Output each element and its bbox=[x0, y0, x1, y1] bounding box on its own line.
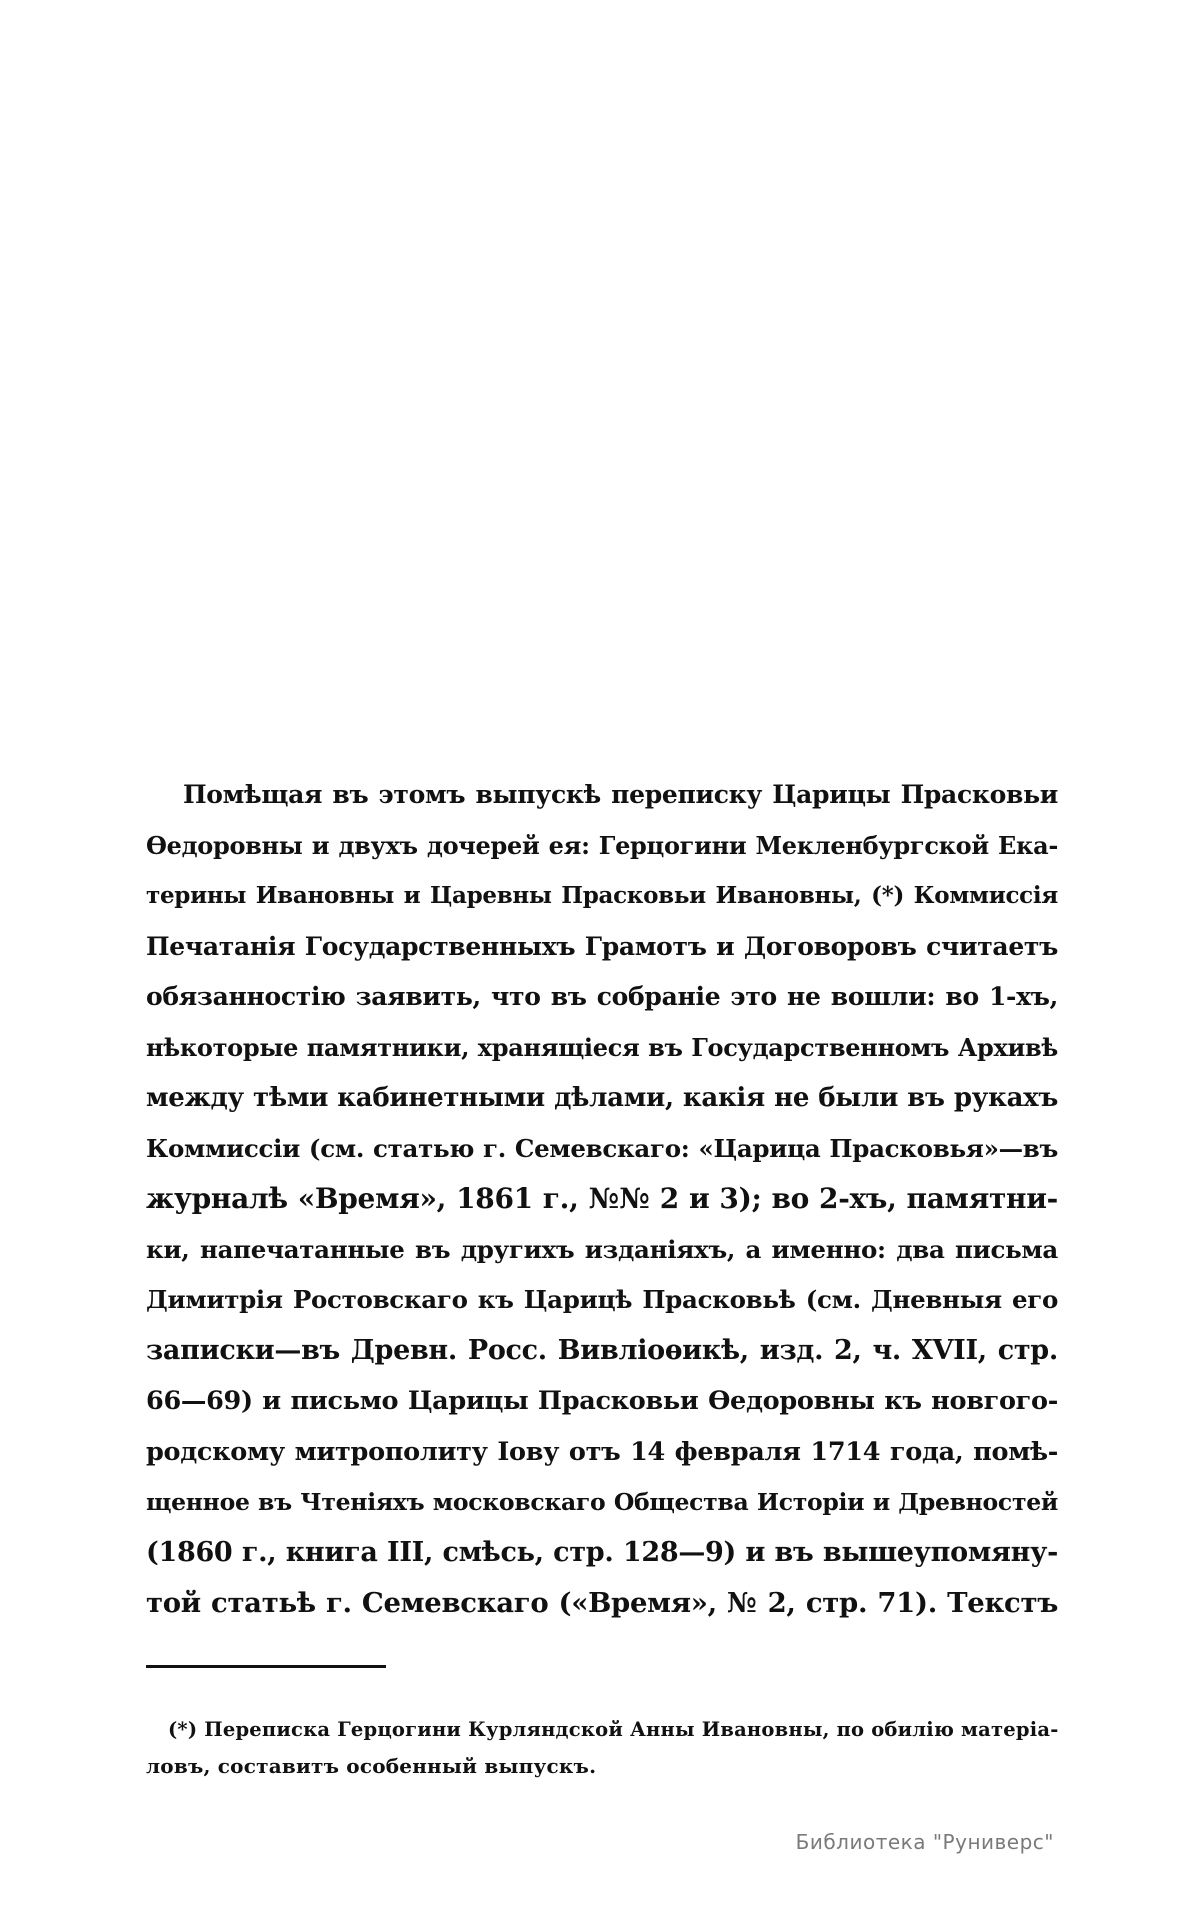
body-line: журналѣ «Время», 1861 г., №№ 2 и 3); во 2-хъ, памятни- bbox=[146, 1182, 1058, 1215]
body-line: Димитрія Ростовскаго къ Царицѣ Прасковьѣ (см. Дневныя его bbox=[146, 1285, 1058, 1314]
body-line: обязанностію заявить, что въ собраніе это не вошли: во 1-хъ, bbox=[146, 982, 1058, 1011]
body-line: 66—69) и письмо Царицы Прасковьи Ѳедоровны къ новгого- bbox=[146, 1386, 1058, 1416]
body-line: (1860 г., книга III, смѣсь, стр. 128—9) и въ вышеупомяну- bbox=[146, 1536, 1058, 1568]
footnote bbox=[146, 1712, 1058, 1784]
body-line: нѣкоторые памятники, хранящіеся въ Государственномъ Архивѣ bbox=[146, 1032, 1058, 1062]
footnote-line: ловъ, составитъ особенный выпускъ. bbox=[146, 1754, 597, 1778]
library-watermark: Библиотека "Руниверс" bbox=[795, 1830, 1054, 1854]
body-line: щенное въ Чтеніяхъ московскаго Общества Исторіи и Древностей bbox=[146, 1488, 1058, 1516]
body-line: Коммиссіи (см. статью г. Семевскаго: «Царица Прасковья»—въ bbox=[146, 1133, 1058, 1163]
body-line: ки, напечатанные въ другихъ изданіяхъ, а именно: два письма bbox=[146, 1234, 1058, 1264]
footnote-divider bbox=[146, 1665, 386, 1668]
body-line: родскому митрополиту Іову отъ 14 февраля 1714 года, помѣ- bbox=[146, 1436, 1058, 1467]
body-text bbox=[146, 770, 1058, 1629]
footnote-line: (*) Переписка Герцогини Курляндской Анны Ивановны, по обилію матеріа- bbox=[168, 1718, 1059, 1741]
body-line: Печатанія Государственныхъ Грамотъ и Договоровъ считаетъ bbox=[146, 931, 1058, 961]
body-line: терины Ивановны и Царевны Прасковьи Ивановны, (*) Коммиссія bbox=[146, 882, 1058, 909]
body-line: той статьѣ г. Семевскаго («Время», № 2, стр. 71). Текстъ bbox=[146, 1587, 1058, 1619]
body-line: Помѣщая въ этомъ выпускѣ переписку Царицы Прасковьи bbox=[183, 780, 1058, 809]
body-line: между тѣми кабинетными дѣлами, какія не были въ рукахъ bbox=[146, 1083, 1058, 1113]
body-line: Ѳедоровны и двухъ дочерей ея: Герцогини Мекленбургской Ека- bbox=[146, 830, 1058, 860]
body-line: записки—въ Древн. Росс. Вивліоѳикѣ, изд. 2, ч. XVII, стр. bbox=[146, 1334, 1058, 1366]
